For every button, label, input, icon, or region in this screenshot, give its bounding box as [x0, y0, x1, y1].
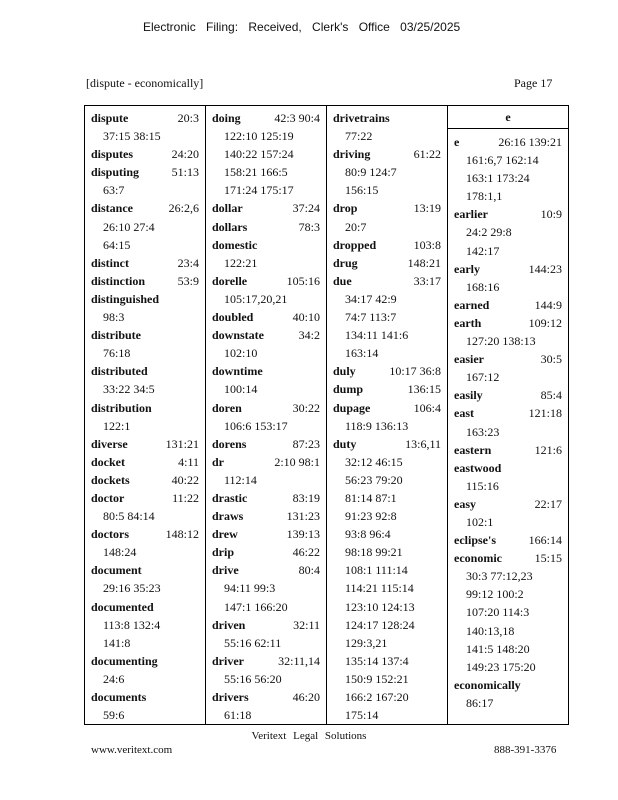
index-entry: [454, 350, 562, 386]
index-term: dump: [333, 382, 364, 397]
page-line-ref: 105:17,20,21: [224, 291, 288, 306]
index-entry: [212, 507, 320, 525]
index-term: diverse: [91, 436, 128, 451]
page-line-ref: 98:3: [103, 310, 125, 325]
index-term: drivers: [212, 690, 249, 704]
index-entry: [454, 314, 562, 350]
index-entry: [91, 688, 199, 724]
index-entry: [91, 598, 199, 652]
index-entry: [454, 459, 562, 495]
page-line-ref: 46:20: [292, 690, 320, 704]
index-entry: [91, 109, 199, 145]
page-line-ref: 122:21: [224, 255, 258, 270]
index-entry: [454, 441, 562, 459]
index-entry: [91, 399, 199, 435]
page-line-ref: 103:8: [413, 237, 441, 252]
word-index-table: [84, 105, 569, 725]
index-term: easily: [454, 388, 483, 403]
index-term: driving: [333, 147, 371, 162]
index-entry: [91, 561, 199, 597]
page-line-ref: 30:5: [540, 352, 562, 367]
index-entry: [333, 380, 441, 398]
page-line-ref: 105:16: [286, 273, 320, 288]
index-entry: [333, 435, 441, 724]
page-line-ref: 87:23: [292, 436, 320, 451]
page-line-ref: 46:22: [292, 545, 320, 560]
page-line-ref: 163:14: [345, 346, 379, 361]
page-line-ref: 32:12 46:15: [345, 454, 403, 469]
index-term: earned: [454, 297, 490, 312]
page-line-ref: 100:14: [224, 382, 258, 397]
index-entry: [91, 471, 199, 489]
page-line-ref: 15:15: [534, 551, 562, 566]
page-line-ref: 167:12: [466, 370, 500, 385]
index-entry: [212, 218, 320, 236]
page-line-ref: 59:6: [103, 708, 125, 723]
index-term: easy: [454, 496, 476, 511]
page-line-ref: 141:8: [103, 635, 131, 650]
page-line-ref: 144:9: [534, 297, 562, 312]
index-entry: [454, 205, 562, 259]
page-line-ref: 148:24: [103, 545, 137, 560]
page-line-ref: 51:13: [171, 165, 199, 180]
index-term: documents: [91, 690, 147, 704]
index-entry: [91, 453, 199, 471]
page-line-ref: 149:23 175:20: [466, 659, 536, 674]
index-term: disputing: [91, 165, 140, 180]
page-line-ref: 131:21: [165, 436, 199, 451]
index-entry: [91, 435, 199, 453]
index-term: downtime: [212, 364, 263, 379]
index-entry: [212, 652, 320, 688]
page-line-ref: 175:14: [345, 708, 379, 723]
page-line-ref: 114:21 115:14: [345, 581, 414, 596]
index-entry: [454, 404, 562, 440]
index-term: drivetrains: [333, 111, 390, 125]
page-line-ref: 122:10 125:19: [224, 129, 294, 144]
index-entry: [212, 362, 320, 398]
page-line-ref: 33:17: [413, 273, 441, 288]
page-line-ref: 26:2,6: [168, 201, 199, 216]
index-term: dockets: [91, 472, 130, 487]
index-entry: [333, 199, 441, 235]
page-line-ref: 148:12: [165, 527, 199, 542]
footer-company: Veritext Legal Solutions: [251, 730, 367, 742]
index-term: domestic: [212, 237, 258, 252]
index-entry: [91, 163, 199, 199]
index-term: early: [454, 261, 480, 276]
index-entry: [212, 525, 320, 543]
index-entry: [333, 145, 441, 199]
page-line-ref: 109:12: [528, 315, 562, 330]
index-term: drastic: [212, 490, 248, 505]
page-line-ref: 86:17: [466, 695, 494, 710]
index-term: dr: [212, 454, 224, 469]
page-line-ref: 29:16 35:23: [103, 581, 161, 596]
index-term: east: [454, 406, 474, 421]
footer-website: www.veritext.com: [91, 744, 173, 756]
page-line-ref: 129:3,21: [345, 635, 388, 650]
page-line-ref: 163:23: [466, 424, 500, 439]
index-entry: [454, 676, 562, 712]
index-term: distinct: [91, 255, 130, 270]
page-line-ref: 13:19: [413, 201, 441, 216]
index-term: doctors: [91, 527, 129, 542]
page-line-ref: 150:9 152:21: [345, 671, 409, 686]
page-line-ref: 142:17: [466, 243, 500, 258]
index-term: drip: [212, 545, 235, 560]
page-line-ref: 24:6: [103, 671, 125, 686]
index-term: distributed: [91, 364, 148, 379]
index-entry: [333, 109, 441, 145]
page-line-ref: 102:1: [466, 514, 494, 529]
index-entry: [454, 260, 562, 296]
page-line-ref: 37:15 38:15: [103, 129, 161, 144]
index-entry: [333, 236, 441, 254]
page-line-ref: 166:2 167:20: [345, 690, 409, 704]
index-term: dispute: [91, 111, 129, 125]
page-line-ref: 77:22: [345, 129, 373, 144]
index-entry: [91, 145, 199, 163]
index-term: distinguished: [91, 291, 160, 306]
index-term: docket: [91, 454, 125, 469]
index-entry: [91, 254, 199, 272]
page-line-ref: 11:22: [172, 490, 199, 505]
index-entry: [91, 525, 199, 561]
page-line-ref: 33:22 34:5: [103, 382, 155, 397]
index-term: eclipse's: [454, 533, 496, 548]
index-entry: [212, 199, 320, 217]
index-entry: [91, 272, 199, 290]
index-term: dorens: [212, 436, 247, 451]
page-line-ref: 127:20 138:13: [466, 334, 536, 349]
column-letter-header: e: [448, 106, 568, 129]
page-line-ref: 102:10: [224, 346, 258, 361]
index-entry: [212, 308, 320, 326]
index-entry: [454, 495, 562, 531]
index-term: documented: [91, 599, 154, 614]
index-entry: [91, 199, 199, 253]
index-term: easier: [454, 352, 484, 367]
index-range-label: [dispute - economically]: [86, 76, 204, 90]
index-term: e: [454, 135, 460, 149]
index-term: drop: [333, 201, 358, 216]
page-line-ref: 24:20: [171, 147, 199, 162]
index-entry: [91, 290, 199, 326]
index-term: earlier: [454, 207, 488, 222]
page-line-ref: 107:20 114:3: [466, 605, 530, 620]
page-line-ref: 141:5 148:20: [466, 641, 530, 656]
page-line-ref: 80:5 84:14: [103, 509, 155, 524]
page-line-ref: 34:17 42:9: [345, 291, 397, 306]
page-line-ref: 136:15: [407, 382, 441, 397]
index-term: duty: [333, 436, 357, 451]
page-line-ref: 94:11 99:3: [224, 581, 276, 596]
index-entry: [212, 435, 320, 453]
index-column: [326, 106, 447, 724]
index-term: draws: [212, 509, 244, 524]
page-line-ref: 112:14: [224, 472, 257, 487]
page-line-ref: 122:1: [103, 418, 131, 433]
index-entry: [212, 453, 320, 489]
page-line-ref: 98:18 99:21: [345, 545, 403, 560]
page-line-ref: 37:24: [292, 201, 320, 216]
page-line-ref: 131:23: [286, 509, 320, 524]
index-term: document: [91, 563, 142, 578]
page-line-ref: 115:16: [466, 478, 499, 493]
page-line-ref: 80:9 124:7: [345, 165, 397, 180]
index-entry: [333, 399, 441, 435]
index-entry: [212, 272, 320, 308]
page-line-ref: 4:11: [178, 454, 199, 469]
index-entry: [333, 254, 441, 272]
page-line-ref: 121:18: [528, 406, 562, 421]
index-column: [205, 106, 326, 724]
index-entry: [454, 549, 562, 676]
page-line-ref: 22:17: [534, 496, 562, 511]
index-term: dorelle: [212, 273, 248, 288]
page-line-ref: 63:7: [103, 183, 125, 198]
index-term: doubled: [212, 310, 254, 325]
index-entry: [91, 326, 199, 362]
page-line-ref: 106:6 153:17: [224, 418, 288, 433]
page-line-ref: 40:10: [292, 310, 320, 325]
page-line-ref: 139:13: [286, 527, 320, 542]
index-term: drew: [212, 527, 238, 542]
index-entry: [91, 362, 199, 398]
index-entry: [91, 652, 199, 688]
page-line-ref: 30:3 77:12,23: [466, 569, 533, 584]
index-term: driven: [212, 617, 246, 632]
page-line-ref: 99:12 100:2: [466, 587, 524, 602]
page-line-ref: 163:1 173:24: [466, 171, 530, 186]
page-line-ref: 83:19: [292, 490, 320, 505]
page-line-ref: 24:2 29:8: [466, 225, 512, 240]
index-term: dollar: [212, 201, 243, 216]
page-line-ref: 121:6: [534, 442, 562, 457]
page-line-ref: 166:14: [528, 533, 562, 548]
index-term: due: [333, 273, 352, 288]
index-entry: [454, 296, 562, 314]
page-line-ref: 61:22: [413, 147, 441, 162]
page-line-ref: 10:17 36:8: [389, 364, 441, 379]
index-entry: [212, 326, 320, 362]
page-line-ref: 26:10 27:4: [103, 219, 155, 234]
index-term: distribution: [91, 400, 152, 415]
index-term: eastwood: [454, 460, 502, 475]
page-line-ref: 134:11 141:6: [345, 328, 409, 343]
index-term: drive: [212, 563, 239, 578]
page-line-ref: 158:21 166:5: [224, 165, 288, 180]
index-entry: [333, 362, 441, 380]
index-entry: [212, 109, 320, 199]
page-line-ref: 26:16 139:21: [498, 135, 562, 149]
page-line-ref: 61:18: [224, 708, 252, 723]
index-term: eastern: [454, 442, 492, 457]
page-line-ref: 20:3: [177, 111, 199, 125]
page-line-ref: 156:15: [345, 183, 379, 198]
index-term: dupage: [333, 400, 371, 415]
page-line-ref: 91:23 92:8: [345, 509, 397, 524]
index-column: [447, 106, 568, 724]
page-line-ref: 13:6,11: [405, 436, 441, 451]
index-term: dollars: [212, 219, 248, 234]
page-line-ref: 42:3 90:4: [274, 111, 320, 125]
index-entry: [333, 272, 441, 362]
page-line-ref: 124:17 128:24: [345, 617, 415, 632]
page-line-ref: 74:7 113:7: [345, 310, 397, 325]
page-line-ref: 93:8 96:4: [345, 527, 391, 542]
index-term: distance: [91, 201, 133, 216]
page-line-ref: 81:14 87:1: [345, 490, 397, 505]
index-entry: [91, 489, 199, 525]
index-term: doing: [212, 111, 241, 125]
page-line-ref: 30:22: [292, 400, 320, 415]
index-term: drug: [333, 255, 358, 270]
page-line-ref: 76:18: [103, 346, 131, 361]
page-line-ref: 135:14 137:4: [345, 653, 409, 668]
page-line-ref: 171:24 175:17: [224, 183, 294, 198]
index-entry: [212, 489, 320, 507]
index-term: economically: [454, 677, 521, 692]
page-line-ref: 168:16: [466, 279, 500, 294]
page-line-ref: 55:16 56:20: [224, 671, 282, 686]
index-term: documenting: [91, 653, 158, 668]
index-entry: [212, 543, 320, 561]
page-line-ref: 140:22 157:24: [224, 147, 294, 162]
page-line-ref: 80:4: [298, 563, 320, 578]
index-term: distinction: [91, 273, 146, 288]
index-entry: [454, 386, 562, 404]
index-entry: [212, 236, 320, 272]
index-term: dropped: [333, 237, 377, 252]
page-line-ref: 85:4: [540, 388, 562, 403]
page-line-ref: 108:1 111:14: [345, 563, 408, 578]
page-line-ref: 56:23 79:20: [345, 472, 403, 487]
filing-stamp: Electronic Filing: Received, Clerk's Office 03/25/2025: [143, 20, 461, 34]
page-line-ref: 40:22: [171, 472, 199, 487]
page-line-ref: 140:13,18: [466, 623, 515, 638]
index-column: [85, 106, 205, 724]
index-term: disputes: [91, 147, 134, 162]
page-line-ref: 144:23: [528, 261, 562, 276]
page-line-ref: 10:9: [540, 207, 562, 222]
index-entry: [212, 561, 320, 615]
page-number: Page 17: [514, 76, 553, 90]
index-entry: [212, 616, 320, 652]
page-line-ref: 64:15: [103, 237, 131, 252]
index-term: economic: [454, 551, 502, 566]
index-entry: [212, 688, 320, 724]
page-line-ref: 178:1,1: [466, 189, 503, 204]
page-line-ref: 78:3: [298, 219, 320, 234]
page-line-ref: 148:21: [407, 255, 441, 270]
index-term: earth: [454, 315, 482, 330]
page-line-ref: 147:1 166:20: [224, 599, 288, 614]
page-line-ref: 123:10 124:13: [345, 599, 415, 614]
page-line-ref: 32:11: [293, 617, 320, 632]
index-term: downstate: [212, 328, 265, 343]
page-line-ref: 20:7: [345, 219, 367, 234]
page-line-ref: 106:4: [413, 400, 441, 415]
index-term: doren: [212, 400, 242, 415]
page-line-ref: 118:9 136:13: [345, 418, 409, 433]
page-line-ref: 53:9: [177, 273, 199, 288]
page-line-ref: 2:10 98:1: [274, 454, 320, 469]
page-line-ref: 23:4: [177, 255, 199, 270]
index-term: driver: [212, 653, 244, 668]
page-line-ref: 55:16 62:11: [224, 635, 282, 650]
index-term: distribute: [91, 328, 142, 343]
page-line-ref: 161:6,7 162:14: [466, 153, 539, 168]
index-entry: [454, 531, 562, 549]
index-term: duly: [333, 364, 356, 379]
index-entry: [212, 399, 320, 435]
footer-phone: 888-391-3376: [494, 744, 557, 756]
page-line-ref: 32:11,14: [278, 653, 320, 668]
page-line-ref: 113:8 132:4: [103, 617, 161, 632]
page-line-ref: 34:2: [298, 328, 320, 343]
index-term: doctor: [91, 490, 125, 505]
index-entry: [454, 133, 562, 205]
